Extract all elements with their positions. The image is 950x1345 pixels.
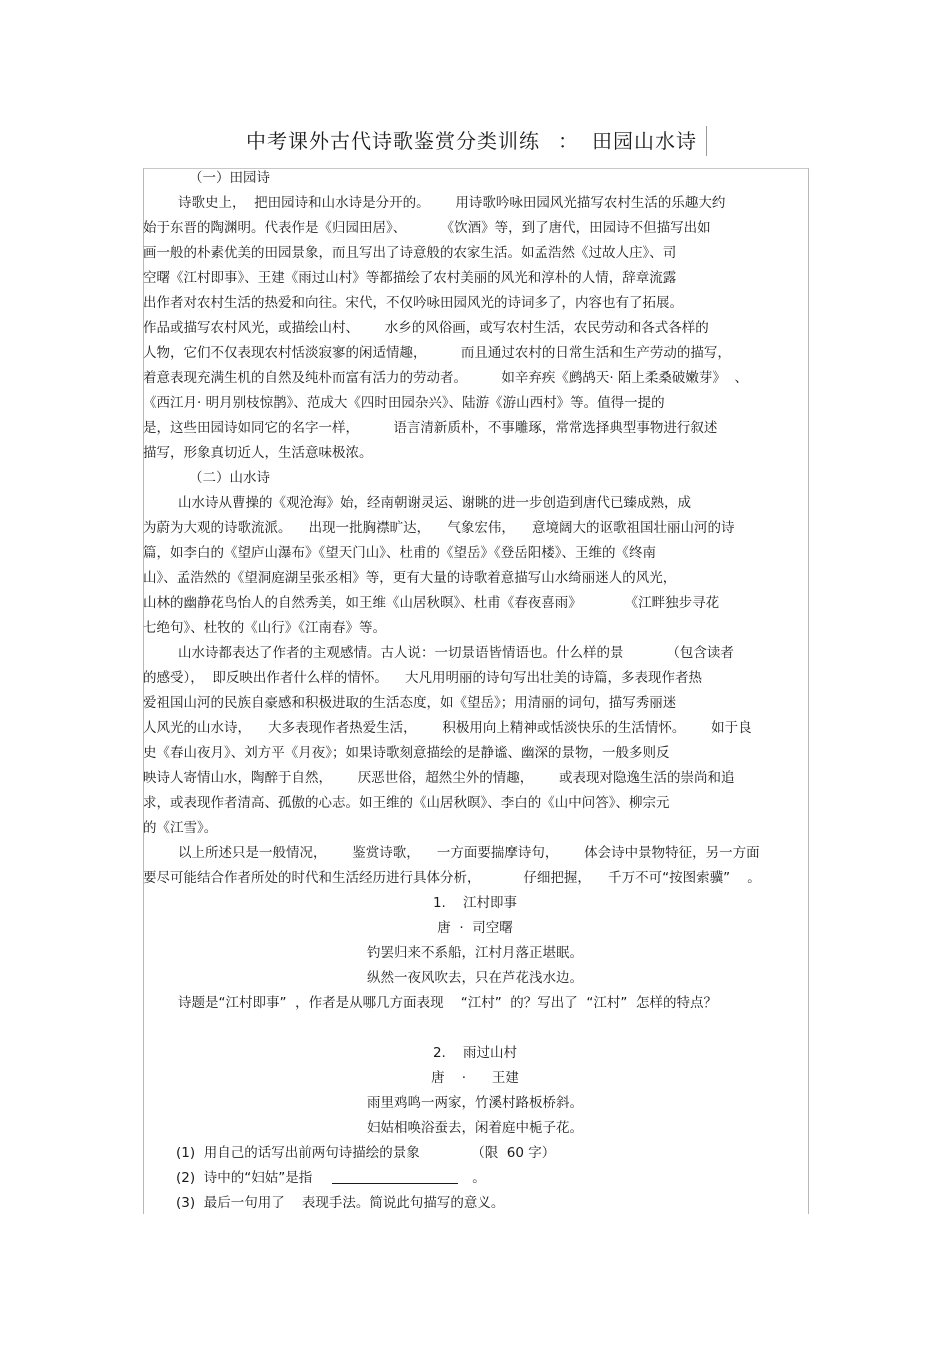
poem2-title: 2. 雨过山村: [432, 1045, 518, 1061]
paragraph-line: 描写，形象真切近人，生活意味极浓。: [143, 445, 373, 461]
paragraph-line: 是，这些田园诗如同它的名字一样， 语言清新质朴，不事雕琢，常常选择典型事物进行叙述: [143, 420, 718, 436]
paragraph-line: 作品或描写农村风光，或描绘山村、 水乡的风俗画，或写农村生活，农民劳动和各式各样的: [143, 320, 709, 336]
paragraph-line: 的《江雪》。: [143, 820, 218, 836]
paragraph-line: 爱祖国山河的民族自豪感和积极进取的生活态度，如《望岳》；用清丽的词句，描写秀丽迷: [143, 695, 677, 711]
paragraph-line: 人物，它们不仅表现农村恬淡寂寥的闲适情趣， 而且通过农村的日常生活和生产劳动的描写，: [143, 345, 731, 361]
poem1-line: 纵然一夜风吹去，只在芦花浅水边。: [367, 970, 583, 986]
poem1-question: 诗题是“江村即事” ，作者是从哪几方面表现 “江村” 的？写出了 “江村” 怎样的特点？: [178, 995, 717, 1011]
paragraph-line: 七绝句》、杜牧的《山行》《江南春》等。: [143, 620, 386, 636]
poem1-line: 钓罢归来不系船，江村月落正堪眠。: [367, 945, 583, 961]
paragraph-line: 要尽可能结合作者所处的时代和生活经历进行具体分析， 仔细把握， 千万不可“按图索骥” 。: [143, 870, 761, 886]
poem2-line: 雨里鸡鸣一两家，竹溪村路板桥斜。: [367, 1095, 583, 1111]
paragraph-line: 诗歌史上， 把田园诗和山水诗是分开的。 用诗歌吟咏田园风光描写农村生活的乐趣大约: [178, 195, 726, 211]
paragraph-line: 人风光的山水诗， 大多表现作者热爱生活， 积极用向上精神或恬淡快乐的生活情怀。 如于良: [143, 720, 752, 736]
poem2-question-3: (3) 最后一句用了 表现手法。简说此句描写的意义。: [176, 1195, 505, 1211]
section1-heading: （一）田园诗: [189, 170, 270, 186]
paragraph-line: 《西江月· 明月别枝惊鹊》、范成大《四时田园杂兴》、陆游《游山西村》等。值得一提的: [143, 395, 665, 411]
paragraph-line: 画一般的朴素优美的田园景象，而且写出了诗意般的农家生活。如孟浩然《过故人庄》、司: [143, 245, 677, 261]
paragraph-line: 史《春山夜月》、刘方平《月夜》；如果诗歌刻意描绘的是静谧、幽深的景物，一般多则反: [143, 745, 670, 761]
paragraph-line: 映诗人寄情山水，陶醉于自然， 厌恶世俗，超然尘外的情趣， 或表现对隐逸生活的崇尚和追: [143, 770, 735, 786]
question-2-text: (2) 诗中的“妇姑”是指: [176, 1170, 313, 1186]
paragraph-line: 空曙《江村即事》、王建《雨过山村》等都描绘了农村美丽的风光和淳朴的人情，辞章流露: [143, 270, 677, 286]
paragraph-line: 的感受）， 即反映出作者什么样的情怀。 大凡用明丽的诗句写出壮美的诗篇，多表现作者热: [143, 670, 702, 686]
poem2-line: 妇姑相唤浴蚕去，闲着庭中栀子花。: [367, 1120, 583, 1136]
paragraph-line: 山水诗都表达了作者的主观感情。古人说：一切景语皆情语也。什么样的景 （包含读者: [178, 645, 734, 661]
poem2-question-1: (1) 用自己的话写出前两句诗描绘的景象 （限 60 字）: [176, 1145, 556, 1161]
poem1-title: 1. 江村即事: [432, 895, 518, 911]
paragraph-line: 篇，如李白的《望庐山瀑布》《望天门山》、杜甫的《望岳》《登岳阳楼》、王维的《终南: [143, 545, 656, 561]
paragraph-line: 山水诗从曹操的《观沧海》始，经南朝谢灵运、谢眺的进一步创造到唐代已臻成熟，成: [178, 495, 691, 511]
poem1-author: 唐 · 司空曙: [437, 920, 513, 936]
title-colon: ：: [558, 129, 579, 153]
paragraph-line: 着意表现充满生机的自然及纯朴而富有活力的劳动者。 如辛弃疾《鹧鸪天· 陌上柔桑破嫩芽》 、: [143, 370, 748, 386]
paragraph-line: 山林的幽静花鸟怡人的自然秀美，如王维《山居秋暝》、杜甫《春夜喜雨》 《江畔独步寻花: [143, 595, 720, 611]
paragraph-line: 出作者对农村生活的热爱和向往。宋代，不仅吟咏田园风光的诗词多了，内容也有了拓展。: [143, 295, 683, 311]
paragraph-line: 山》、孟浩然的《望洞庭湖呈张丞相》等，更有大量的诗歌着意描写山水绮丽迷人的风光，: [143, 570, 677, 586]
paragraph-line: 以上所述只是一般情况， 鉴赏诗歌， 一方面要揣摩诗句， 体会诗中景物特征，另一方面: [178, 845, 760, 861]
section2-heading: （二）山水诗: [189, 470, 270, 486]
paragraph-line: 始于东晋的陶渊明。代表作是《归园田居》、 《饮酒》等，到了唐代，田园诗不但描写出如: [143, 220, 711, 236]
title-sub: 田园山水诗: [592, 129, 697, 153]
paragraph-line: 求，或表现作者清高、孤傲的心志。如王维的《山居秋暝》、李白的《山中问答》、柳宗元: [143, 795, 670, 811]
paragraph-line: 为蔚为大观的诗歌流派。 出现一批胸襟旷达， 气象宏伟， 意境阔大的讴歌祖国壮丽山河的诗: [143, 520, 735, 536]
poem2-question-2: [176, 1166, 486, 1190]
page-title: [240, 126, 707, 156]
question-2-end: 。: [472, 1170, 486, 1186]
poem2-author: 唐 · 王建: [431, 1070, 519, 1086]
answer-blank[interactable]: [332, 1182, 458, 1184]
title-main: 中考课外古代诗歌鉴赏分类训练: [246, 129, 540, 153]
